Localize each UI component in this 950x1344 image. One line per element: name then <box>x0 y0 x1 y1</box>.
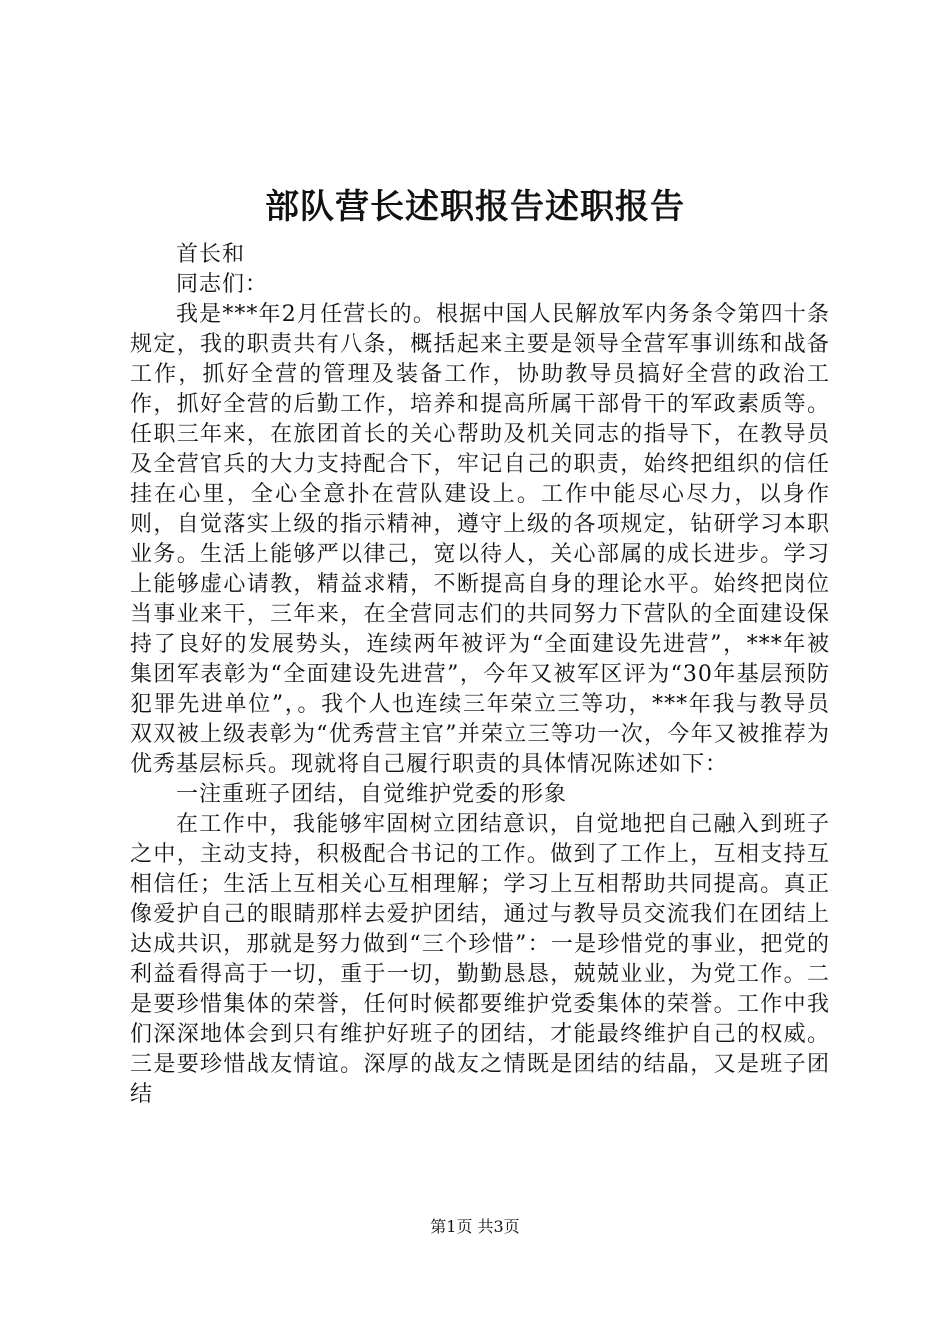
document-title: 部队营长述职报告述职报告 <box>265 187 685 227</box>
body-paragraph: 在工作中，我能够牢固树立团结意识，自觉地把自己融入到班子之中，主动支持，积极配合书记的工作。做到了工作上，互相支持互相信任；生活上互相关心互相理解；学习上互相帮助共同提高。真正像爱护自己的眼睛那样去爱护团结，通过与教导员交流我们在团结上达成共识，那就是努力做到“三个珍惜”：一是珍惜党的事业，把党的利益看得高于一切，重于一切，勤勤恳恳，兢兢业业，为党工作。二是要珍惜集体的荣誉，任何时候都要维护党委集体的荣誉。工作中我们深深地体会到只有维护好班子的团结，才能最终维护自己的权威。三是要珍惜战友情谊。深厚的战友之情既是团结的结晶，又是班子团结 <box>130 812 830 1107</box>
salutation-line-1: 首长和 <box>176 242 246 267</box>
document-body <box>130 240 830 1110</box>
body-paragraph: 我是***年2月任营长的。根据中国人民解放军内务条令第四十条规定，我的职责共有八条，概括起来主要是领导全营军事训练和战备工作，抓好全营的管理及装备工作，协助教导员搞好全营的政治工作，抓好全营的后勤工作，培养和提高所属干部骨干的军政素质等。任职三年来，在旅团首长的关心帮助及机关同志的指导下，在教导员及全营官兵的大力支持配合下，牢记自己的职责，始终把组织的信任挂在心里，全心全意扑在营队建设上。工作中能尽心尽力，以身作则，自觉落实上级的指示精神，遵守上级的各项规定，钻研学习本职业务。生活上能够严以律己，宽以待人，关心部属的成长进步。学习上能够虚心请教，精益求精，不断提高自身的理论水平。始终把岗位当事业来干，三年来，在全营同志们的共同努力下营队的全面建设保持了良好的发展势头，连续两年被评为“全面建设先进营”，***年被集团军表彰为“全面建设先进营”，今年又被军区评为“30年基层预防犯罪先进单位”，。我个人也连续三年荣立三等功，***年我与教导员双双被上级表彰为“优秀营主官”并荣立三等功一次，今年又被推荐为优秀基层标兵。现就将自己履行职责的具体情况陈述如下： <box>130 302 830 777</box>
page-footer: 第1页 共3页 <box>430 1217 520 1236</box>
salutation-line-2: 同志们： <box>176 272 269 297</box>
section-heading: 一注重班子团结，自觉维护党委的形象 <box>176 782 568 807</box>
